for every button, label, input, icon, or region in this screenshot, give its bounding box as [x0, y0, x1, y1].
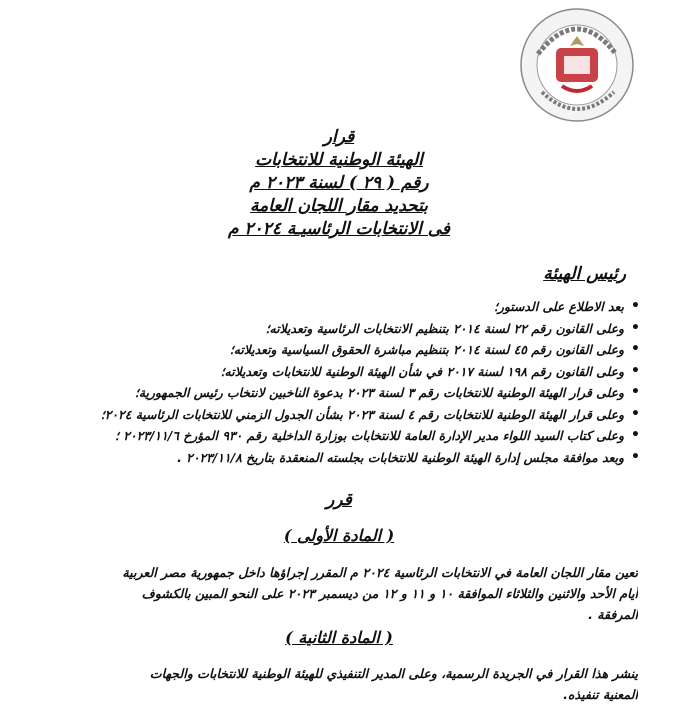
article-1-title: ( المادة الأولى )	[283, 526, 395, 545]
authority-name: الهيئة الوطنية للانتخابات	[255, 150, 423, 170]
recital-item: • وعلى قرار الهيئة الوطنية للانتخابات رقم ٤ لسنة ٢٠٢٣ بشأن الجدول الزمني للانتخابات الرئاسية ٢٠٢٤؛	[30, 404, 640, 426]
decree-subject-election: فى الانتخابات الرئاسيـة ٢٠٢٤ م	[227, 219, 451, 239]
article-2-line: ينشر هذا القرار في الجريدة الرسمية، وعلى المدير التنفيذي للهيئة الوطنية للانتخابات والجهات	[149, 666, 638, 681]
article-1-line: تعين مقار اللجان العامة في الانتخابات الرئاسية ٢٠٢٤ م المقرر إجراؤها داخل جمهورية مصر العربية	[122, 565, 638, 580]
recital-item: • وعلى كتاب السيد اللواء مدير الإدارة العامة للانتخابات بوزارة الداخلية رقم ٩٣٠ المؤرخ ٢٠٢٣/١١/٦ ؛	[30, 425, 640, 447]
recital-item: • وبعد موافقة مجلس إدارة الهيئة الوطنية للانتخابات بجلسته المنعقدة بتاريخ ٢٠٢٣/١١/٨ .	[30, 447, 640, 469]
decision-heading: قرر	[326, 490, 352, 510]
article-2-title: ( المادة الثانية )	[285, 628, 393, 647]
article-2-text	[32, 663, 638, 705]
article-1-line: المرفقة .	[588, 607, 638, 622]
recital-item: • وعلى القانون رقم ٤٥ لسنة ٢٠١٤ بتنظيم مباشرة الحقوق السياسية وتعديلاته؛	[30, 339, 640, 361]
decree-number: رقم ( ٢٩ ) لسنة ٢٠٢٣ م	[249, 173, 429, 193]
article-2-line: المعنية تنفيذه.	[563, 687, 638, 702]
recital-item: • وعلى القانون رقم ١٩٨ لسنة ٢٠١٧ في شأن الهيئة الوطنية للانتخابات وتعديلاته؛	[30, 361, 640, 383]
authority-president-heading: رئيس الهيئة	[543, 264, 626, 284]
title-block	[0, 126, 678, 241]
recitals-list	[30, 296, 640, 468]
recital-item: • بعد الاطلاع على الدستور؛	[30, 296, 640, 318]
recital-item: • وعلى القانون رقم ٢٢ لسنة ٢٠١٤ بتنظيم الانتخابات الرئاسية وتعديلاته؛	[30, 318, 640, 340]
recital-item: • وعلى قرار الهيئة الوطنية للانتخابات رقم ٣ لسنة ٢٠٢٣ بدعوة الناخبين لانتخاب رئيس الجمهورية؛	[30, 382, 640, 404]
seal-emblem-icon	[518, 6, 636, 124]
article-1-line: أيام الأحد والاثنين والثلاثاء الموافقة ١٠ و ١١ و ١٢ من ديسمبر ٢٠٢٣ على النحو المبين بالكشوف	[141, 586, 638, 601]
article-1-text	[32, 562, 638, 625]
election-authority-seal	[518, 6, 636, 124]
decree-heading: قرار	[323, 127, 355, 147]
decree-subject: بتحديد مقار اللجان العامة	[250, 196, 428, 216]
